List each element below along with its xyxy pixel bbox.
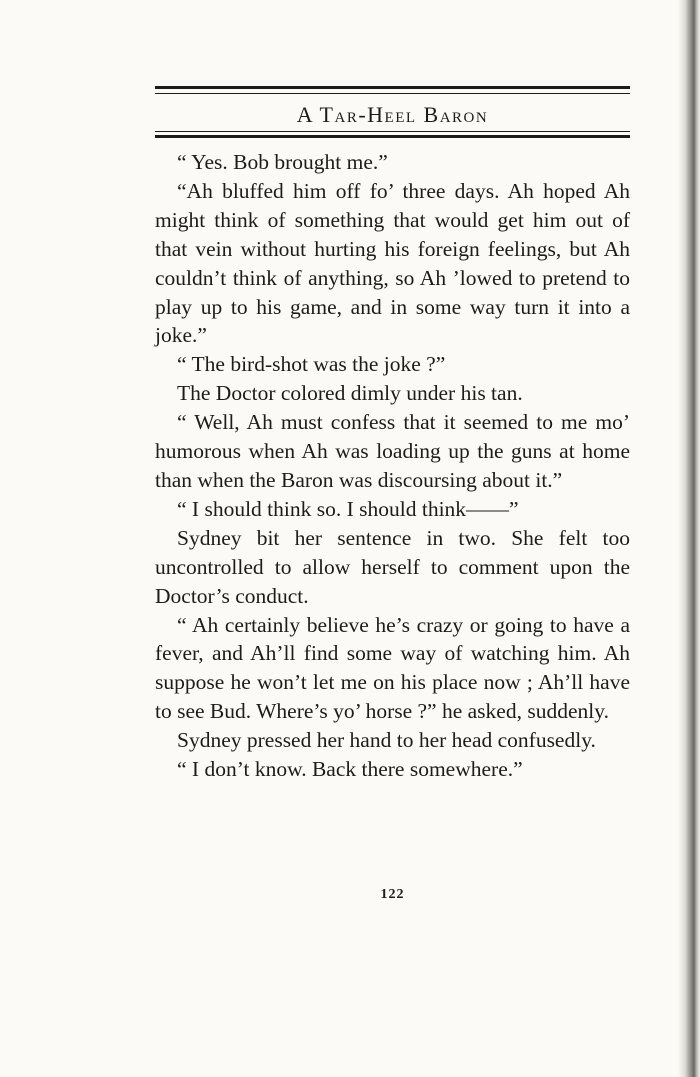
header-rule-bottom-thick [155,135,630,138]
running-head: A Tar-Heel Baron [296,102,489,127]
paragraph: “Ah bluffed him off fo’ three days. Ah hoped Ah might think of something that would get him out of that vein without hurting his foreign feelings, but Ah couldn’t think of anything, so Ah ’lowed to pretend to play up to his game, and in some way turn it into a joke.” [155,178,630,348]
paragraph: “ Yes. Bob brought me.” [177,150,388,174]
body-text [155,148,630,784]
paragraph: Sydney pressed her hand to her head confusedly. [177,728,596,753]
paragraph: “ Ah certainly believe he’s crazy or going to have a fever, and Ah’ll find some way of watching him. Ah suppose he won’t let me on his place now ; Ah’ll have to see Bud. Where’s yo’ horse ?” he asked, suddenly. [155,612,630,724]
paragraph: “ I should think so. I should think——” [177,496,519,521]
paragraph: Sydney bit her sentence in two. She felt too uncontrolled to allow herself to comment upon the Doctor’s conduct. [155,525,630,608]
page-edge-shadow [678,0,700,1077]
paragraph: “ I don’t know. Back there somewhere.” [177,757,523,782]
paragraph: “ The bird-shot was the joke ?” [177,352,446,377]
paragraph: The Doctor colored dimly under his tan. [177,381,523,406]
paragraph: “ Well, Ah must confess that it seemed to me mo’ humorous when Ah was loading up the guns at home than when the Baron was discoursing about it.” [155,410,630,492]
header-rule-top-thin [155,93,630,94]
header-rule-bottom-thin [155,131,630,132]
header-rule-top-thick [155,86,630,89]
page-number: 122 [380,887,405,902]
